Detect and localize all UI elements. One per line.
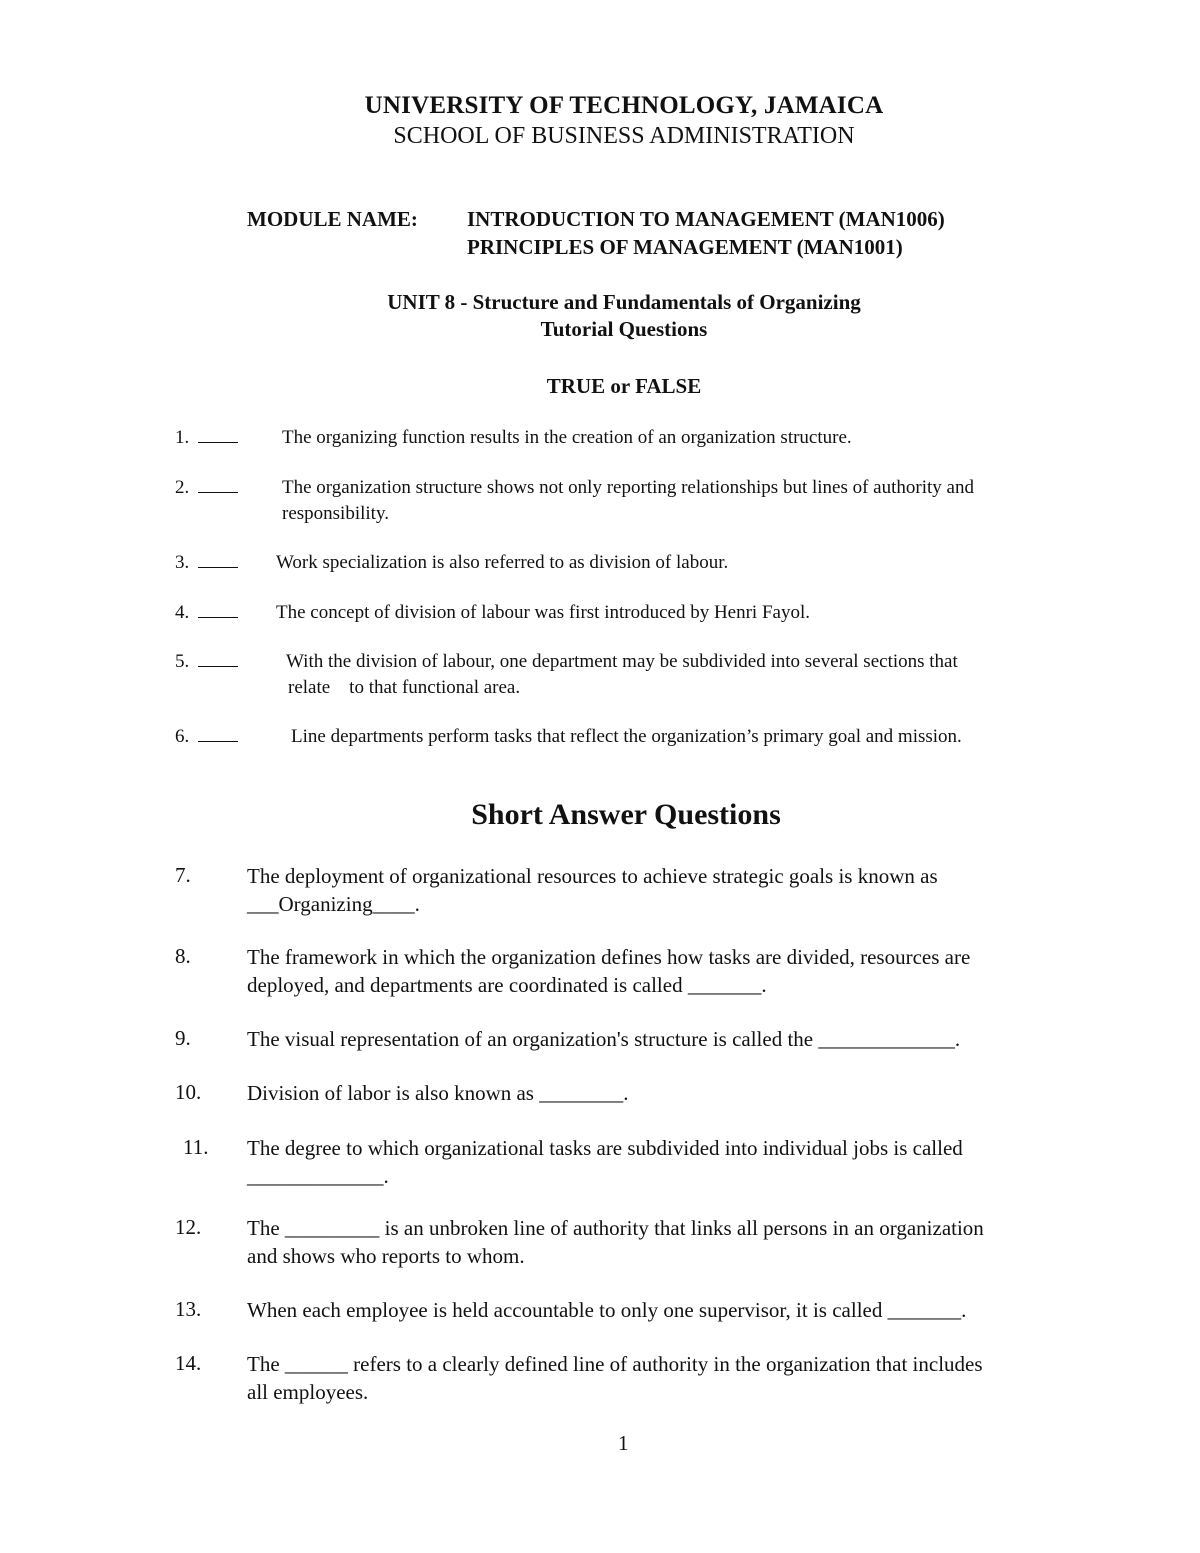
answer-blank [198,428,238,443]
sa-item-text: and shows who reports to whom. [247,1244,525,1268]
sa-item-number: 9. [175,1026,191,1050]
answer-blank [198,603,238,618]
tf-item-text: Line departments perform tasks that reflect the organization’s primary goal and mission. [291,726,962,747]
tf-item-number: 2. [175,477,238,499]
sa-item-number: 13. [175,1297,202,1321]
tf-item-text: The organization structure shows not only reporting relationships but lines of authority and [282,477,974,498]
sa-item-number: 10. [175,1080,202,1104]
sa-item-number: 14. [175,1351,202,1375]
page-number: 1 [618,1431,629,1455]
module-name-line-1: INTRODUCTION TO MANAGEMENT (MAN1006) [467,207,945,231]
sa-item-text: Division of labor is also known as ________. [247,1081,629,1105]
sa-item-text: The framework in which the organization defines how tasks are divided, resources are [247,945,971,969]
answer-blank [198,478,238,493]
answer-blank [198,652,238,667]
tf-item-text: The concept of division of labour was first introduced by Henri Fayol. [276,602,810,623]
sa-item-text: When each employee is held accountable to only one supervisor, it is called _______. [247,1298,967,1322]
short-answer-heading: Short Answer Questions [471,798,781,831]
school-title: SCHOOL OF BUSINESS ADMINISTRATION [393,123,855,149]
sa-item-number: 11. [183,1135,209,1159]
sa-item-text: deployed, and departments are coordinated is called _______. [247,973,767,997]
sa-item-text: all employees. [247,1380,369,1404]
sa-item-text: The visual representation of an organization's structure is called the _____________. [247,1027,961,1051]
answer-blank [198,727,238,742]
sa-item-number: 8. [175,944,191,968]
true-false-heading: TRUE or FALSE [546,374,702,398]
tf-item-number: 6. [175,726,238,748]
tf-item-number: 3. [175,552,238,574]
module-name-label: MODULE NAME: [247,207,418,231]
tf-item-text: Work specialization is also referred to as division of labour. [276,552,729,573]
answer-blank [198,553,238,568]
sa-item-text: ___Organizing____. [247,892,420,916]
sa-item-number: 12. [175,1215,202,1239]
sa-item-text: The degree to which organizational tasks are subdivided into individual jobs is called [247,1136,963,1160]
tf-item-number: 4. [175,602,238,624]
sa-item-text: The _________ is an unbroken line of authority that links all persons in an organization [247,1216,984,1240]
sa-item-text: The ______ refers to a clearly defined line of authority in the organization that includes [247,1352,983,1376]
tf-item-number: 1. [175,427,238,449]
university-title: UNIVERSITY OF TECHNOLOGY, JAMAICA [364,92,884,119]
module-name-line-2: PRINCIPLES OF MANAGEMENT (MAN1001) [467,235,903,259]
sa-item-number: 7. [175,863,191,887]
tf-item-text: relate to that functional area. [288,677,521,698]
unit-title: UNIT 8 - Structure and Fundamentals of Organizing [387,290,861,314]
unit-subtitle: Tutorial Questions [540,317,708,341]
sa-item-text: _____________. [247,1164,389,1188]
tf-item-text: With the division of labour, one department may be subdivided into several sections that [286,651,958,672]
tf-item-number: 5. [175,651,238,673]
sa-item-text: The deployment of organizational resources to achieve strategic goals is known as [247,864,938,888]
tf-item-text: The organizing function results in the creation of an organization structure. [282,427,852,448]
tf-item-text: responsibility. [282,503,389,524]
